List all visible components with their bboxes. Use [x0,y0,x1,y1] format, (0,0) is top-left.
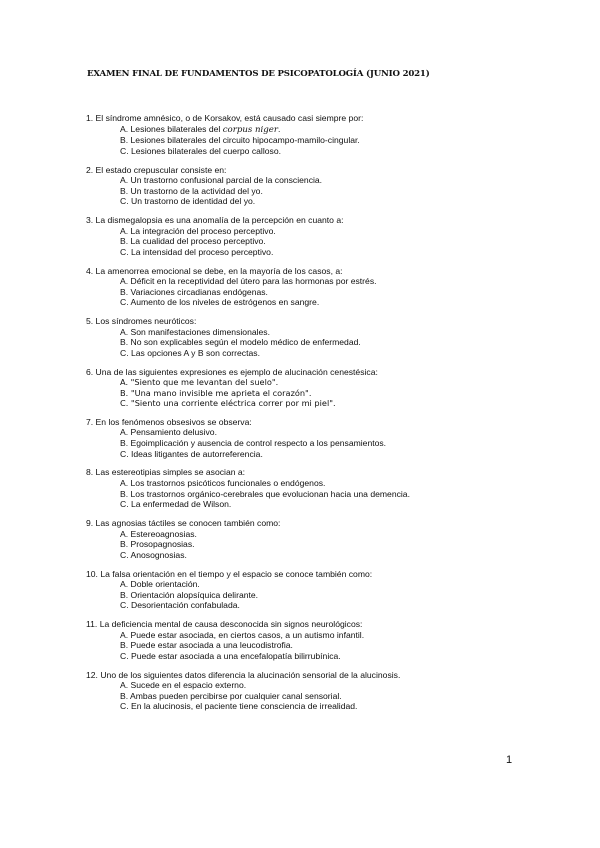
answer-option: B. Un trastorno de la actividad del yo. [120,185,263,196]
question-item [86,467,536,509]
option-emphasis: corpus niger [222,124,278,135]
question-item [86,569,536,611]
answer-option: B. La cualidad del proceso perceptivo. [120,236,266,247]
exam-title: EXAMEN FINAL DE FUNDAMENTOS DE PSICOPATOLOGÍA (JUNIO 2021) [87,69,430,79]
question-stem: 1. El síndrome amnésico, o de Korsakov, está causado casi siempre por: [86,113,364,123]
answer-option: C. "Siento una corriente eléctrica correr por mi piel". [120,398,336,409]
option-text: A. Lesiones bilaterales del [120,123,223,134]
answer-option: C. Desorientación confabulada. [120,600,240,611]
question-stem: 11. La deficiencia mental de causa desconocida sin signos neurológicos: [86,619,363,630]
answer-option: C. La enfermedad de Wilson. [120,499,232,510]
answer-option: C. La intensidad del proceso perceptivo. [120,246,274,257]
question-item [86,518,536,560]
answer-option: C. Ideas litigantes de autorreferencia. [120,448,263,459]
answer-option: B. Ambas pueden percibirse por cualquier canal sensorial. [120,690,342,701]
question-stem: 6. Una de las siguientes expresiones es ejemplo de alucinación cenestésica: [86,366,378,377]
question-stem: 5. Los síndromes neuróticos: [86,316,197,327]
option-text: . [277,123,281,134]
answer-option: B. Los trastornos orgánico-cerebrales que evolucionan hacia una demencia. [120,488,410,499]
answer-option: A. Los trastornos psicóticos funcionales o endógenos. [120,477,326,488]
question-stem: 10. La falsa orientación en el tiempo y el espacio se conoce también como: [86,568,373,579]
answer-option: A. Doble orientación. [120,579,200,590]
answer-option: A. Son manifestaciones dimensionales. [120,326,270,337]
answer-option: A. Puede estar asociada, en ciertos casos, a un autismo infantil. [120,629,365,640]
question-stem: 3. La dismegalopsia es una anomalía de la percepción en cuanto a: [86,215,344,226]
question-stem: 8. Las estereotipias simples se asocian a: [86,467,246,478]
question-item [86,113,536,156]
answer-option: B. Puede estar asociada a una leucodistrofia. [120,640,293,651]
answer-option: B. "Una mano invisible me aprieta el corazón". [120,387,312,398]
question-item [86,670,536,712]
question-list [86,113,536,720]
answer-option: B. Orientación alopsíquica delirante. [120,589,259,600]
question-stem: 7. En los fenómenos obsesivos se observa: [86,416,252,427]
answer-option: A. Déficit en la receptividad del útero para las hormonas por estrés. [120,276,377,287]
question-stem: 9. Las agnosias táctiles se conocen también como: [86,517,281,528]
question-item [86,266,536,308]
question-item [86,215,536,257]
answer-option: A. La integración del proceso perceptivo. [120,225,276,236]
question-item [86,367,536,409]
answer-option: B. No son explicables según el modelo médico de enfermedad. [120,337,361,348]
answer-option: A. Sucede en el espacio externo. [120,680,247,691]
answer-option: B. Egoimplicación y ausencia de control respecto a los pensamientos. [120,438,387,448]
answer-option: C. En la alucinosis, el paciente tiene consciencia de irrealidad. [120,701,358,712]
answer-option: B. Prosopagnosias. [120,539,195,550]
question-item [86,165,536,207]
question-item [86,417,536,459]
answer-option: C. Lesiones bilaterales del cuerpo calloso. [120,145,281,156]
answer-option: C. Anosognosias. [120,549,187,560]
answer-option: B. Variaciones circadianas endógenas. [120,286,268,297]
answer-option: A. "Siento que me levantan del suelo". [120,377,279,388]
question-item [86,316,536,358]
answer-option: B. Lesiones bilaterales del circuito hipocampo-mamilo-cingular. [120,135,360,146]
question-stem: 2. El estado crepuscular consiste en: [86,164,227,175]
question-stem: 4. La amenorrea emocional se debe, en la mayoría de los casos, a: [86,265,343,276]
answer-option: A. Un trastorno confusional parcial de la consciencia. [120,175,323,186]
answer-option [86,124,536,136]
question-item [86,619,536,661]
answer-option: A. Estereoagnosias. [120,528,197,539]
answer-option: C. Puede estar asociada a una encefalopatía bilirrubínica. [120,650,341,661]
question-stem: 12. Uno de los siguientes datos diferencia la alucinación sensorial de la alucinosis. [86,669,401,680]
page-number: 1 [506,754,513,766]
answer-option: C. Aumento de los niveles de estrógenos en sangre. [120,297,320,308]
answer-option: C. Un trastorno de identidad del yo. [120,196,256,207]
answer-option: C. Las opciones A y B son correctas. [120,348,260,359]
answer-option: A. Pensamiento delusivo. [120,427,217,438]
